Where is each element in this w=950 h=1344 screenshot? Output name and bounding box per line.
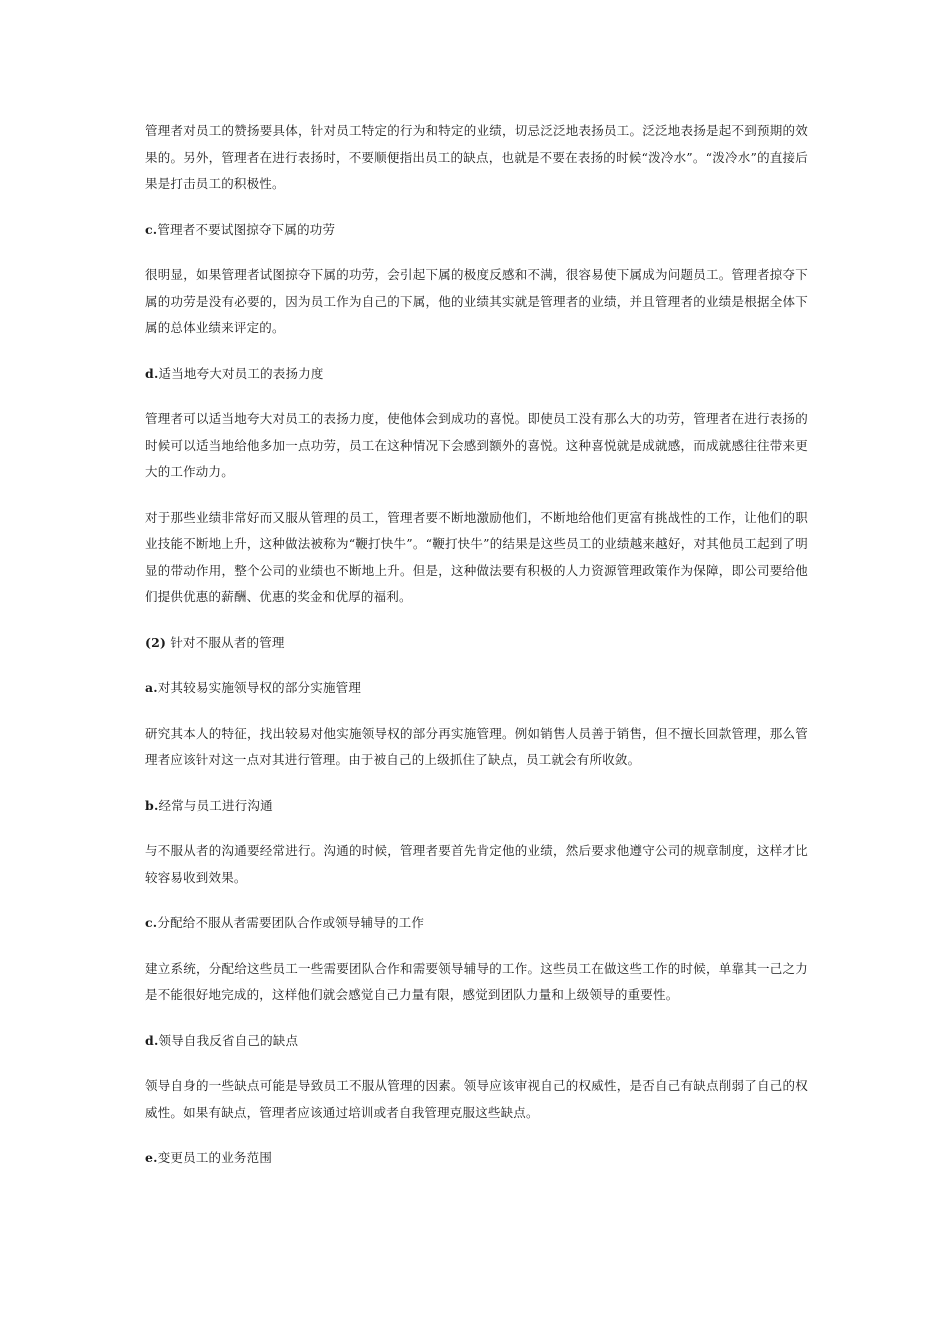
heading-marker: d. (145, 365, 159, 381)
heading-marker: b. (145, 797, 159, 813)
section-heading (145, 217, 808, 244)
heading-marker: (2) (145, 634, 167, 650)
paragraph: 对于那些业绩非常好而又服从管理的员工，管理者要不断地激励他们，不断地给他们更富有挑战性的工作，让他们的职业技能不断地上升，这种做法被称为“鞭打快牛”。“鞭打快牛”的结果是这些员工的业绩越来越好，对其他员工起到了明显的带动作用，整个公司的业绩也不断地上升。但是，这种做法要有积极的人力资源管理政策作为保障，即公司要给他们提供优惠的薪酬、优惠的奖金和优厚的福利。 (145, 509, 808, 604)
heading-text: 针对不服从者的管理 (166, 634, 285, 650)
heading-text: 管理者不要试图掠夺下属的功劳 (157, 221, 336, 237)
heading-marker: c. (145, 915, 158, 930)
heading-text: 经常与员工进行沟通 (158, 797, 273, 813)
paragraph: 与不服从者的沟通要经常进行。沟通的时候，管理者要首先肯定他的业绩，然后要求他遵守公司的规章制度，这样才比较容易收到效果。 (145, 843, 808, 885)
heading-marker: a. (145, 680, 158, 695)
heading-text: 分配给不服从者需要团队合作或领导辅导的工作 (157, 915, 425, 930)
heading-marker: d. (145, 1032, 159, 1048)
heading-text: 变更员工的业务范围 (157, 1150, 273, 1165)
section-heading (145, 630, 808, 657)
section-heading (145, 793, 808, 820)
paragraph: 领导自身的一些缺点可能是导致员工不服从管理的因素。领导应该审视自己的权威性，是否自己有缺点削弱了自己的权威性。如果有缺点，管理者应该通过培训或者自我管理克服这些缺点。 (145, 1078, 808, 1120)
heading-text: 适当地夸大对员工的表扬力度 (158, 365, 324, 381)
paragraph: 管理者可以适当地夸大对员工的表扬力度，使他体会到成功的喜悦。即使员工没有那么大的功劳，管理者在进行表扬的时候可以适当地给他多加一点功劳，员工在这种情况下会感到额外的喜悦。这种喜悦就是成就感，而成就感往往带来更大的工作动力。 (145, 411, 808, 479)
paragraph: 建立系统，分配给这些员工一些需要团队合作和需要领导辅导的工作。这些员工在做这些工作的时候，单靠其一己之力是不能很好地完成的，这样他们就会感觉自己力量有限，感觉到团队力量和上级领导的重要性。 (145, 960, 808, 1002)
section-heading (145, 910, 808, 937)
heading-marker: c. (145, 221, 158, 237)
heading-text: 领导自我反省自己的缺点 (158, 1032, 299, 1048)
section-heading (145, 1145, 808, 1172)
section-heading (145, 361, 808, 388)
section-heading (145, 1028, 808, 1055)
heading-text: 对其较易实施领导权的部分实施管理 (157, 680, 362, 695)
heading-marker: e. (145, 1150, 158, 1165)
paragraph: 研究其本人的特征，找出较易对他实施领导权的部分再实施管理。例如销售人员善于销售，但不擅长回款管理，那么管理者应该针对这一点对其进行管理。由于被自己的上级抓住了缺点，员工就会有所收敛。 (145, 725, 808, 767)
section-heading (145, 675, 808, 702)
paragraph: 管理者对员工的赞扬要具体，针对员工特定的行为和特定的业绩，切忌泛泛地表扬员工。泛泛地表扬是起不到预期的效果的。另外，管理者在进行表扬时，不要顺便指出员工的缺点，也就是不要在表扬的时候“泼冷水”。“泼冷水”的直接后果是打击员工的积极性。 (145, 123, 808, 191)
paragraph: 很明显，如果管理者试图掠夺下属的功劳，会引起下属的极度反感和不满，很容易使下属成为问题员工。管理者掠夺下属的功劳是没有必要的，因为员工作为自己的下属，他的业绩其实就是管理者的业绩，并且管理者的业绩是根据全体下属的总体业绩来评定的。 (145, 267, 808, 335)
